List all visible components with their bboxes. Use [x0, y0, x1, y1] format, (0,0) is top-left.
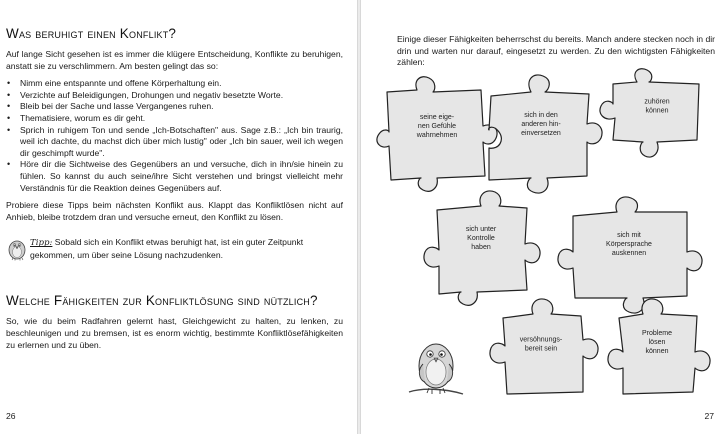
- piece-label-line: können: [645, 348, 669, 355]
- piece-label-feelings: [416, 114, 458, 139]
- list-item: • Thematisiere, worum es dir geht.: [6, 113, 343, 125]
- left-page: [0, 0, 357, 434]
- tip-text: [30, 237, 348, 261]
- list-item: • Verzichte auf Beleidigungen, Drohungen und negativ besetzte Worte.: [6, 90, 343, 102]
- piece-label-line: nen Gefühle: [417, 123, 457, 130]
- piece-label-empathy: [521, 112, 561, 137]
- right-page: [361, 0, 720, 434]
- piece-label-line: versöhnungs-: [519, 336, 563, 344]
- list-item: • Bleib bei der Sache und lasse Vergangenes ruhen.: [6, 101, 343, 113]
- intro-paragraph: Auf lange Sicht gesehen ist es immer die klügere Entscheidung, Konflikte zu beruhigen, anstatt sie zu verschlimmern. Am besten gelingt das so:: [6, 49, 343, 71]
- piece-label-line: Probleme: [642, 330, 672, 337]
- heading-skills: Welche Fähigkeiten zur Konfliktlösung sind nützlich?: [6, 293, 318, 309]
- piece-label-line: Körpersprache: [606, 241, 652, 248]
- piece-label-line: können: [645, 107, 669, 115]
- piece-label-line: anderen hin-: [521, 121, 561, 128]
- piece-label-line: seine eige-: [419, 114, 455, 121]
- bird-icon: [6, 235, 28, 261]
- list-item: • Sprich in ruhigem Ton und sende „Ich-Botschaften" aus. Sage z.B.: „Ich bin traurig, weil ich dachte, du machst dich über mich lustig" oder „Ich bin sauer, weil ich wegen dir geschimpft wurde".: [6, 125, 343, 160]
- tip-box: [6, 235, 343, 265]
- piece-label-line: lösen: [648, 339, 666, 346]
- piece-label-line: Kontrolle: [467, 235, 495, 242]
- tip-label: Tipp:: [30, 238, 53, 249]
- skills-paragraph: So, wie du beim Radfahren gelernt hast, Gleichgewicht zu halten, zu lenken, zu beschleunigen und zu bremsen, ist es enorm wichtig, bestimmte Konfliktlösefähigkeiten zu erlernen und zu üben.: [6, 316, 343, 350]
- page-number-left: 26: [6, 411, 16, 421]
- tip-body: Sobald sich ein Konflikt etwas beruhigt hat, ist ein guter Zeitpunkt gekommen, um über seine Lösung nachzudenken.: [30, 237, 304, 260]
- piece-label-line: haben: [471, 244, 491, 251]
- try-tips-paragraph: Probiere diese Tipps beim nächsten Konflikt aus. Klappt das Konfliktlösen nicht auf Anhieb, bleibe trotzdem dran und versuche erneut, den Konflikt zu lösen.: [6, 200, 343, 222]
- piece-label-line: sich in den: [524, 112, 558, 119]
- piece-label-line: einversetzen: [521, 130, 561, 137]
- tips-list: [6, 78, 343, 194]
- piece-label-line: zuhören: [644, 98, 670, 106]
- piece-label-line: bereit sein: [524, 345, 558, 353]
- piece-label-line: auskennen: [611, 250, 647, 257]
- list-item: • Nimm eine entspannte und offene Körperhaltung ein.: [6, 78, 343, 90]
- bird-illustration-icon: [407, 328, 465, 400]
- page-number-right: 27: [704, 411, 714, 421]
- list-item: • Höre dir die Sichtweise des Gegenübers an und versuche, dich in ihn/sie hinein zu fühlen. So kannst du auch seine/ihre Sicht verstehen und bringst vielleicht mehr Verständnis für die Reaktion deines Gegenübers auf.: [6, 159, 343, 194]
- piece-label-line: sich unter: [465, 226, 497, 233]
- piece-label-line: sich mit: [617, 232, 641, 239]
- piece-label-line: wahrnehmen: [416, 132, 458, 139]
- skills-intro: Einige dieser Fähigkeiten beherrschst du bereits. Manch andere stecken noch in dir drin und warten nur darauf, eingesetzt zu werden. Zu den wichtigsten Fähigkeiten zählen:: [397, 34, 715, 68]
- puzzle-piece: [608, 299, 710, 394]
- heading-calm-conflict: Was beruhigt einen Konflikt?: [6, 26, 177, 41]
